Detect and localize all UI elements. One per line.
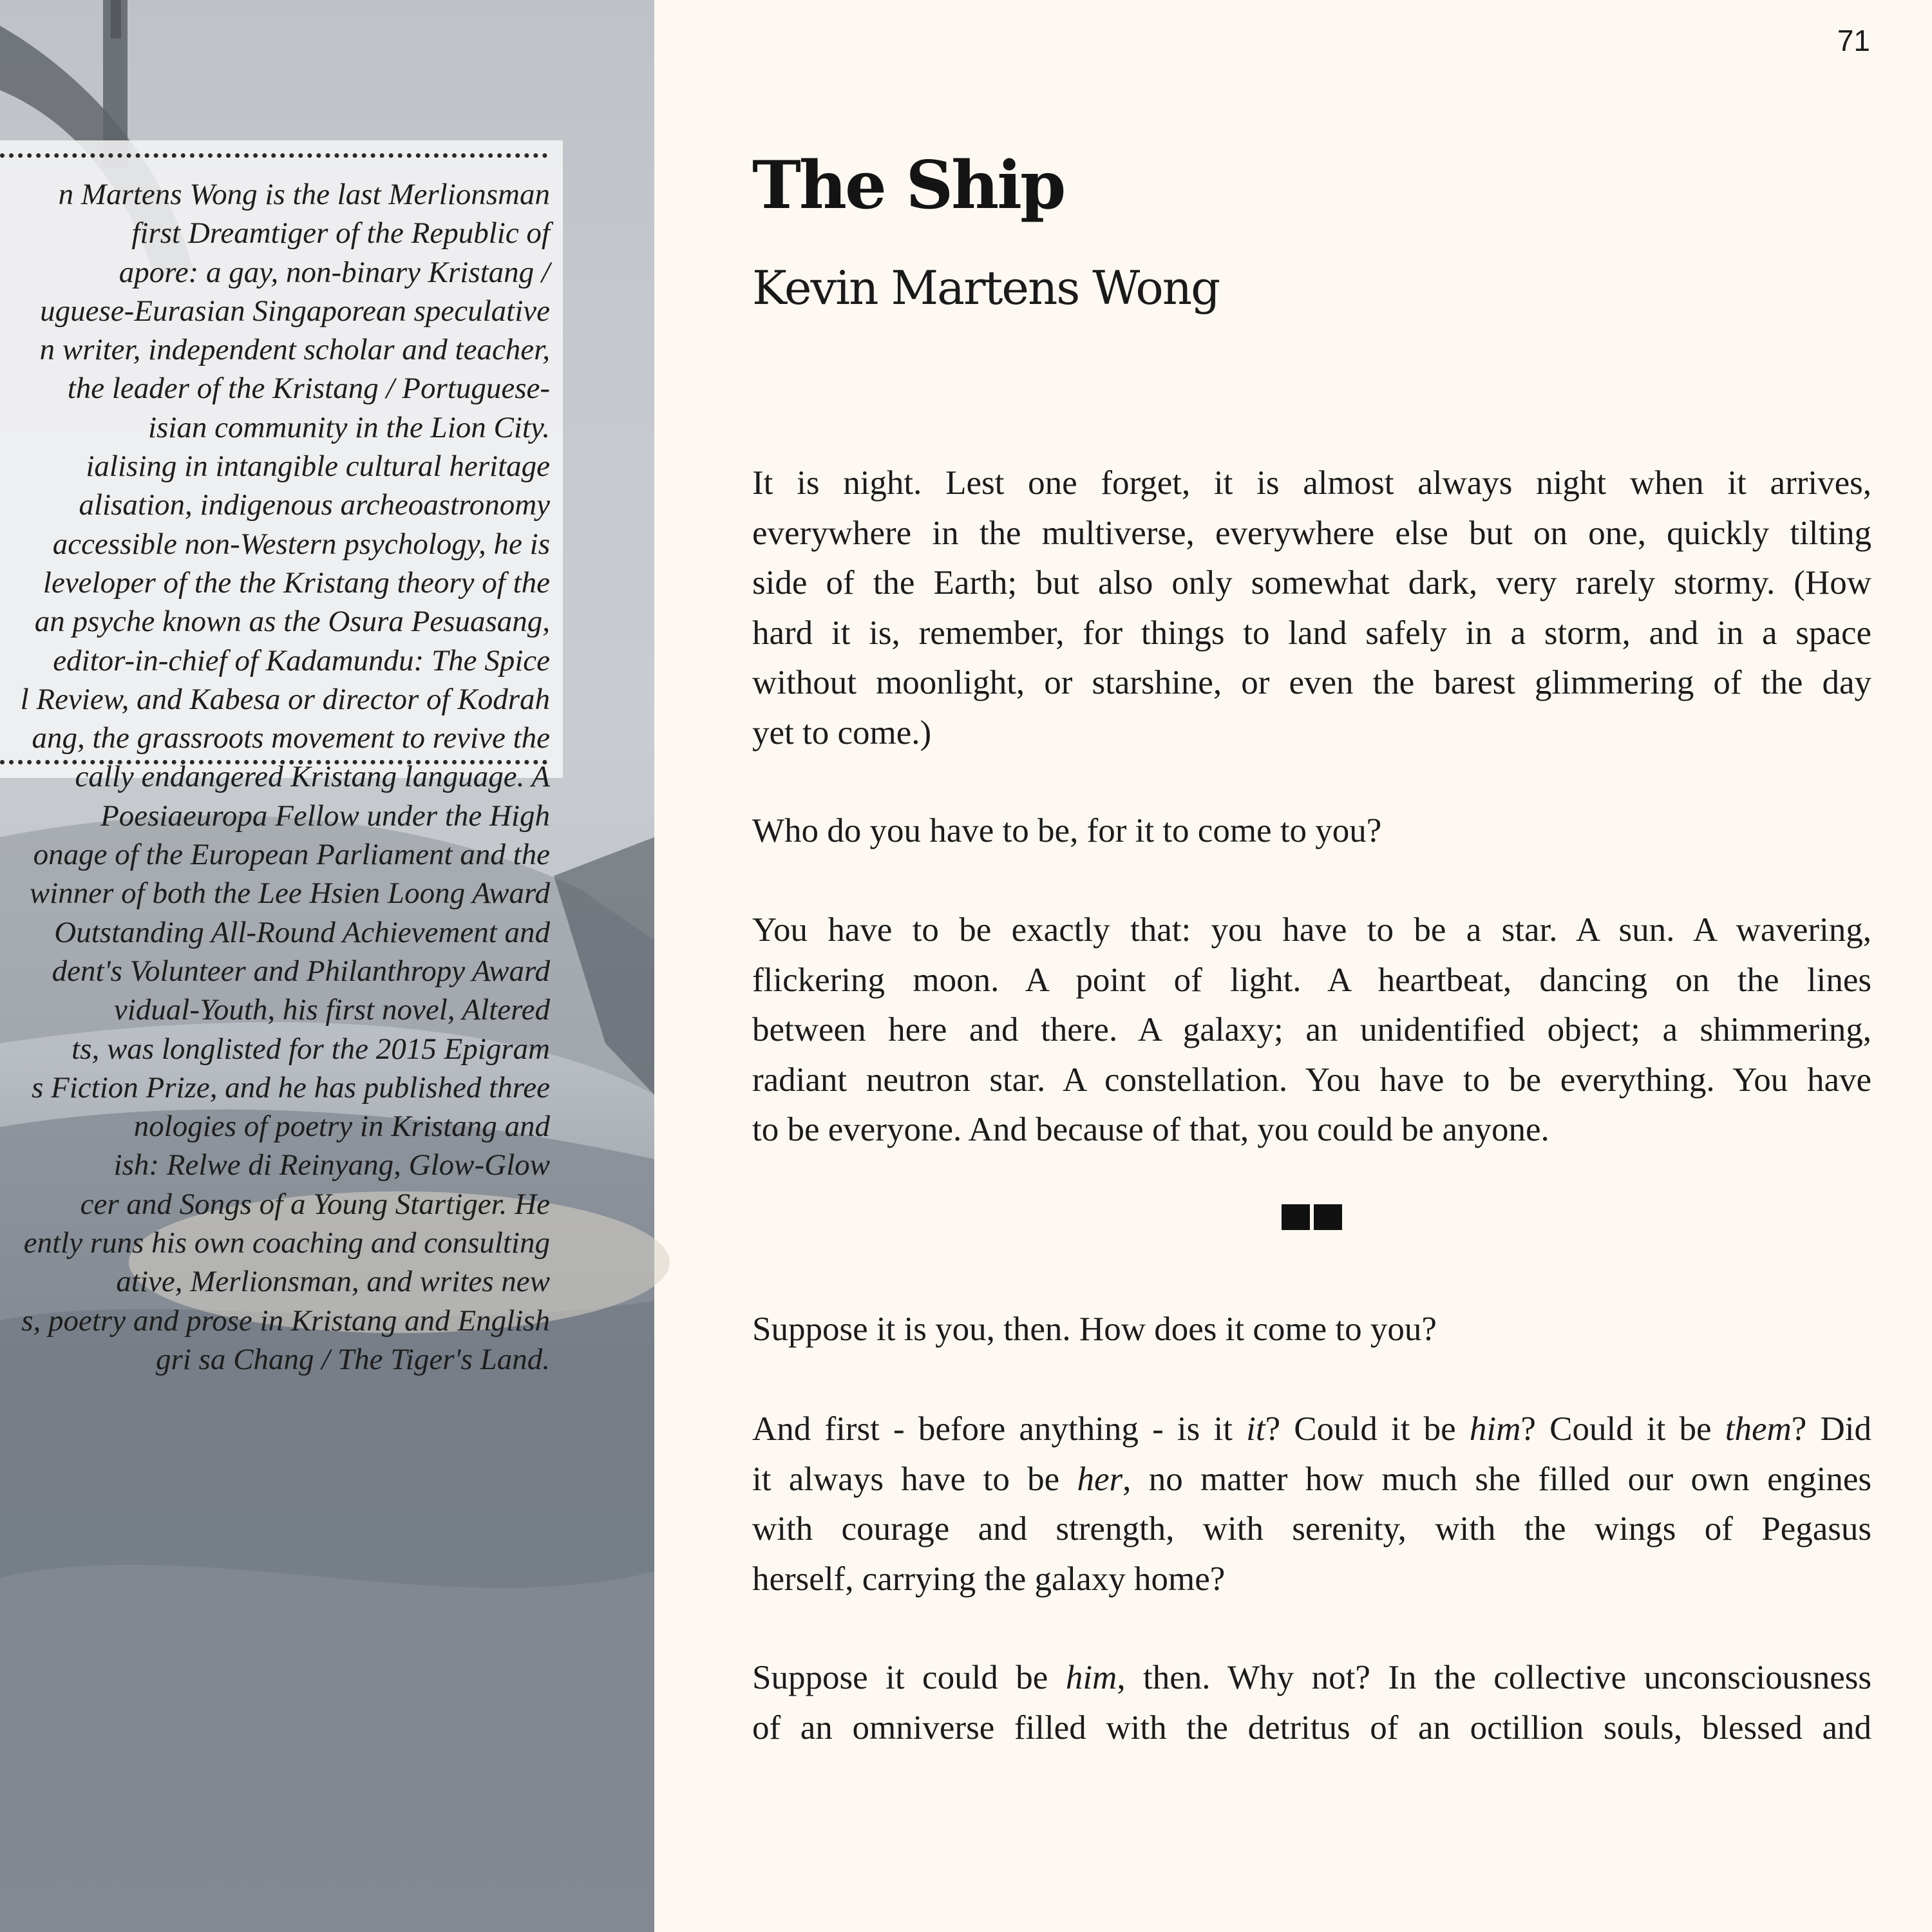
bio-line: ts, was longlisted for the 2015 Epigram bbox=[71, 1032, 550, 1066]
text-run: it always have to be bbox=[752, 1460, 1077, 1498]
text-line: to be everyone. And because of that, you could be anyone. bbox=[752, 1111, 1549, 1148]
text-run: , then. Why not? In the collective unconsciousness bbox=[1117, 1659, 1871, 1696]
text-line: of an omniverse filled with the detritus of an octillion souls, blessed and bbox=[752, 1709, 1871, 1747]
bio-line: l Review, and Kabesa or director of Kodrah bbox=[20, 682, 550, 716]
bio-line: accessible non-Western psychology, he is bbox=[52, 527, 550, 561]
bio-line: uguese-Eurasian Singaporean speculative bbox=[40, 294, 550, 328]
text-line: herself, carrying the galaxy home? bbox=[752, 1560, 1226, 1598]
ornament-square bbox=[1282, 1204, 1310, 1230]
text-line: between here and there. A galaxy; an unidentified object; a shimmering, bbox=[752, 1011, 1871, 1048]
bio-line: ative, Merlionsman, and writes new bbox=[116, 1265, 550, 1299]
bio-line: gri sa Chang / The Tiger's Land. bbox=[155, 1342, 550, 1376]
bio-line: cally endangered Kristang language. A bbox=[75, 760, 550, 794]
italic-run: her bbox=[1077, 1460, 1123, 1498]
bio-line: ang, the grassroots movement to revive the bbox=[32, 721, 550, 755]
bio-line: ently runs his own coaching and consulting bbox=[23, 1226, 550, 1260]
bio-line: onage of the European Parliament and the bbox=[33, 838, 550, 872]
author-bio-box bbox=[0, 140, 563, 1376]
article-title: The Ship bbox=[752, 147, 1065, 224]
paragraph bbox=[752, 806, 1871, 857]
text-line bbox=[752, 1405, 1871, 1455]
bio-line: Poesiaeuropa Fellow under the High bbox=[100, 799, 550, 833]
bio-line: dent's Volunteer and Philanthropy Award bbox=[52, 954, 550, 988]
bio-line: editor-in-chief of Kadamundu: The Spice bbox=[53, 643, 550, 677]
section-break-ornament bbox=[1282, 1204, 1343, 1230]
bio-top-dotted-rule bbox=[0, 153, 547, 158]
italic-run: him bbox=[1065, 1659, 1117, 1696]
bio-line: winner of both the Lee Hsien Loong Award bbox=[29, 876, 550, 911]
bio-line: s Fiction Prize, and he has published three bbox=[32, 1070, 550, 1104]
text-line: yet to come.) bbox=[752, 714, 932, 752]
bio-line: leveloper of the the Kristang theory of the bbox=[43, 565, 550, 600]
italic-run: it bbox=[1246, 1410, 1265, 1448]
paragraph bbox=[752, 459, 1871, 758]
page-number: 71 bbox=[1837, 24, 1870, 57]
text-line: side of the Earth; but also only somewhat dark, very rarely stormy. (How bbox=[752, 564, 1871, 601]
bio-line: first Dreamtiger of the Republic of bbox=[131, 216, 550, 251]
text-line: It is night. Lest one forget, it is almost always night when it arrives, bbox=[752, 464, 1871, 502]
bio-line: cer and Songs of a Young Startiger. He bbox=[80, 1187, 550, 1221]
italic-run: him bbox=[1469, 1410, 1521, 1448]
text-line: without moonlight, or starshine, or even the barest glimmering of the day bbox=[752, 664, 1871, 701]
bio-line: an psyche known as the Osura Pesuasang, bbox=[34, 605, 550, 639]
bio-line: ialising in intangible cultural heritage bbox=[86, 450, 550, 484]
text-line: Suppose it is you, then. How does it come to you? bbox=[752, 1311, 1437, 1348]
bio-line: isian community in the Lion City. bbox=[147, 410, 550, 444]
text-run: , no matter how much she filled our own engines bbox=[1122, 1460, 1872, 1498]
bio-line: apore: a gay, non-binary Kristang / bbox=[118, 255, 550, 289]
bio-line: n Martens Wong is the last Merlionsman bbox=[58, 178, 550, 211]
text-line: Who do you have to be, for it to come to you? bbox=[752, 812, 1382, 849]
paragraph bbox=[752, 1653, 1871, 1753]
text-run: Suppose it could be bbox=[752, 1659, 1066, 1696]
paragraph bbox=[752, 1405, 1871, 1604]
bio-line: the leader of the Kristang / Portuguese- bbox=[67, 372, 550, 406]
text-line bbox=[752, 1653, 1871, 1703]
text-line: You have to be exactly that: you have to be a star. A sun. A wavering, bbox=[752, 911, 1871, 949]
bio-line: nologies of poetry in Kristang and bbox=[133, 1110, 550, 1144]
bio-line: vidual-Youth, his first novel, Altered bbox=[113, 993, 550, 1027]
text-line: flickering moon. A point of light. A heartbeat, dancing on the lines bbox=[752, 961, 1871, 999]
bio-line: n writer, independent scholar and teacher, bbox=[39, 333, 550, 367]
text-run: ? Did bbox=[1791, 1410, 1871, 1448]
bio-line: s, poetry and prose in Kristang and English bbox=[21, 1303, 550, 1338]
bio-line: ish: Relwe di Reinyang, Glow-Glow bbox=[113, 1148, 550, 1182]
bio-bottom-dotted-rule bbox=[0, 760, 547, 764]
text-run: ? Could it be bbox=[1265, 1410, 1470, 1448]
paragraph bbox=[752, 1305, 1871, 1355]
text-line bbox=[752, 1455, 1871, 1505]
text-run: And first - before anything - is it bbox=[752, 1410, 1247, 1448]
ornament-square bbox=[1314, 1204, 1342, 1230]
text-run: ? Could it be bbox=[1520, 1410, 1725, 1448]
text-line: everywhere in the multiverse, everywhere else but on one, quickly tilting bbox=[752, 514, 1871, 552]
cover-photo-panel bbox=[0, 0, 654, 1932]
text-line: radiant neutron star. A constellation. You have to be everything. You have bbox=[752, 1061, 1871, 1099]
paragraph bbox=[752, 905, 1871, 1155]
bio-line: alisation, indigenous archeoastronomy bbox=[79, 488, 550, 522]
author-bio-text bbox=[0, 175, 550, 1379]
italic-run: them bbox=[1725, 1410, 1792, 1448]
text-line: with courage and strength, with serenity, with the wings of Pegasus bbox=[752, 1510, 1871, 1548]
bio-line: Outstanding All-Round Achievement and bbox=[54, 915, 550, 949]
text-line: hard it is, remember, for things to land safely in a storm, and in a space bbox=[752, 614, 1871, 652]
article-author: Kevin Martens Wong bbox=[752, 261, 1220, 315]
